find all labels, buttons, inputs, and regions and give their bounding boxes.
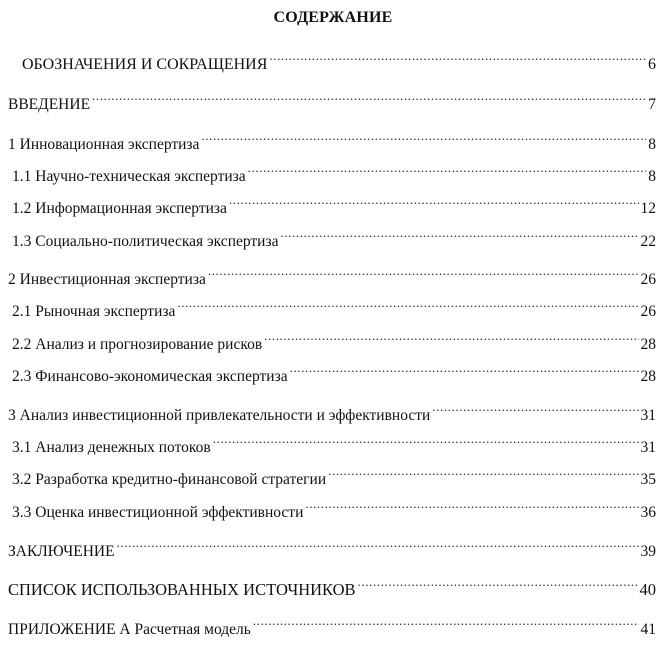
toc-entry-label: 3.2 Разработка кредитно-финансовой стратегии [12,471,327,488]
toc-leader-dots [117,536,639,556]
toc-entry [12,296,656,322]
toc-leader-dots [358,575,638,595]
toc-entry-label: ОБОЗНАЧЕНИЯ И СОКРАЩЕНИЯ [22,56,268,73]
toc-leader-dots [208,264,639,284]
toc-entry-page: 28 [640,368,656,385]
toc-entry-page: 28 [640,336,656,353]
toc-entry-page: 6 [648,56,656,73]
toc-leader-dots [280,226,638,246]
toc-entry-page: 36 [640,504,656,521]
toc-entry [12,193,656,219]
toc-leader-dots [290,361,639,381]
toc-entry-label: 3.3 Оценка инвестиционной эффективности [12,504,304,521]
toc-entry-page: 35 [640,471,656,488]
toc-entry-label: 1 Инновационная экспертиза [8,136,200,153]
toc-entry-label: СПИСОК ИСПОЛЬЗОВАННЫХ ИСТОЧНИКОВ [8,580,356,599]
toc-entry-label: ПРИЛОЖЕНИЕ А Расчетная модель [8,621,251,638]
toc-leader-dots [92,89,646,109]
toc-entry-page: 7 [648,96,656,113]
toc-entry [12,464,656,490]
toc-entry [12,226,656,252]
toc-leader-dots [305,497,638,517]
toc-entry-label: 2.2 Анализ и прогнозирование рисков [12,336,263,353]
toc-title: СОДЕРЖАНИЕ [273,9,393,26]
toc-entry [12,432,656,458]
toc-entry-label: 1.3 Социально-политическая экспертиза [12,233,279,250]
toc-entry [8,400,656,426]
toc-entry-page: 26 [640,271,656,288]
toc-entry-label: 1.1 Научно-техническая экспертиза [12,168,246,185]
toc-entry-page: 12 [640,200,656,217]
toc-entry [12,329,656,355]
toc-entry-label: 1.2 Информационная экспертиза [12,200,227,217]
toc-entry-page: 31 [640,439,656,456]
toc-entry [8,536,656,562]
toc-entry-label: 2.3 Финансово-экономическая экспертиза [12,368,288,385]
toc-leader-dots [264,329,638,349]
toc-entry [12,161,656,187]
toc-leader-dots [213,432,639,452]
toc-entry [8,575,656,600]
toc-entry [8,89,656,115]
toc-entry-page: 39 [640,543,656,560]
toc-entry [22,49,656,75]
toc-leader-dots [177,296,638,316]
toc-entry [8,614,656,640]
toc-entry-page: 41 [640,621,656,638]
toc-leader-dots [328,464,638,484]
toc-entry-label: 2.1 Рыночная экспертиза [12,303,176,320]
toc-entry-page: 8 [648,168,656,185]
toc-leader-dots [253,614,639,634]
toc-entry-label: ЗАКЛЮЧЕНИЕ [8,543,115,560]
toc-entry [12,361,656,387]
toc-leader-dots [248,161,647,181]
toc-entry-label: ВВЕДЕНИЕ [8,96,91,113]
toc-leader-dots [229,193,639,213]
toc-entry-page: 31 [640,407,656,424]
toc-entry [8,264,656,290]
toc-leader-dots [201,129,646,149]
toc-entry [12,497,656,523]
toc-entry-page: 40 [639,580,656,599]
toc-entry-label: 2 Инвестиционная экспертиза [8,271,206,288]
toc-entry [8,129,656,155]
toc-entry-page: 22 [640,233,656,250]
toc-entry-label: 3 Анализ инвестиционной привлекательности и эффективности [8,407,431,424]
toc-leader-dots [269,49,646,69]
toc-entry-page: 26 [640,303,656,320]
toc-entry-label: 3.1 Анализ денежных потоков [12,439,211,456]
toc-entry-page: 8 [648,136,656,153]
toc-leader-dots [432,400,638,420]
